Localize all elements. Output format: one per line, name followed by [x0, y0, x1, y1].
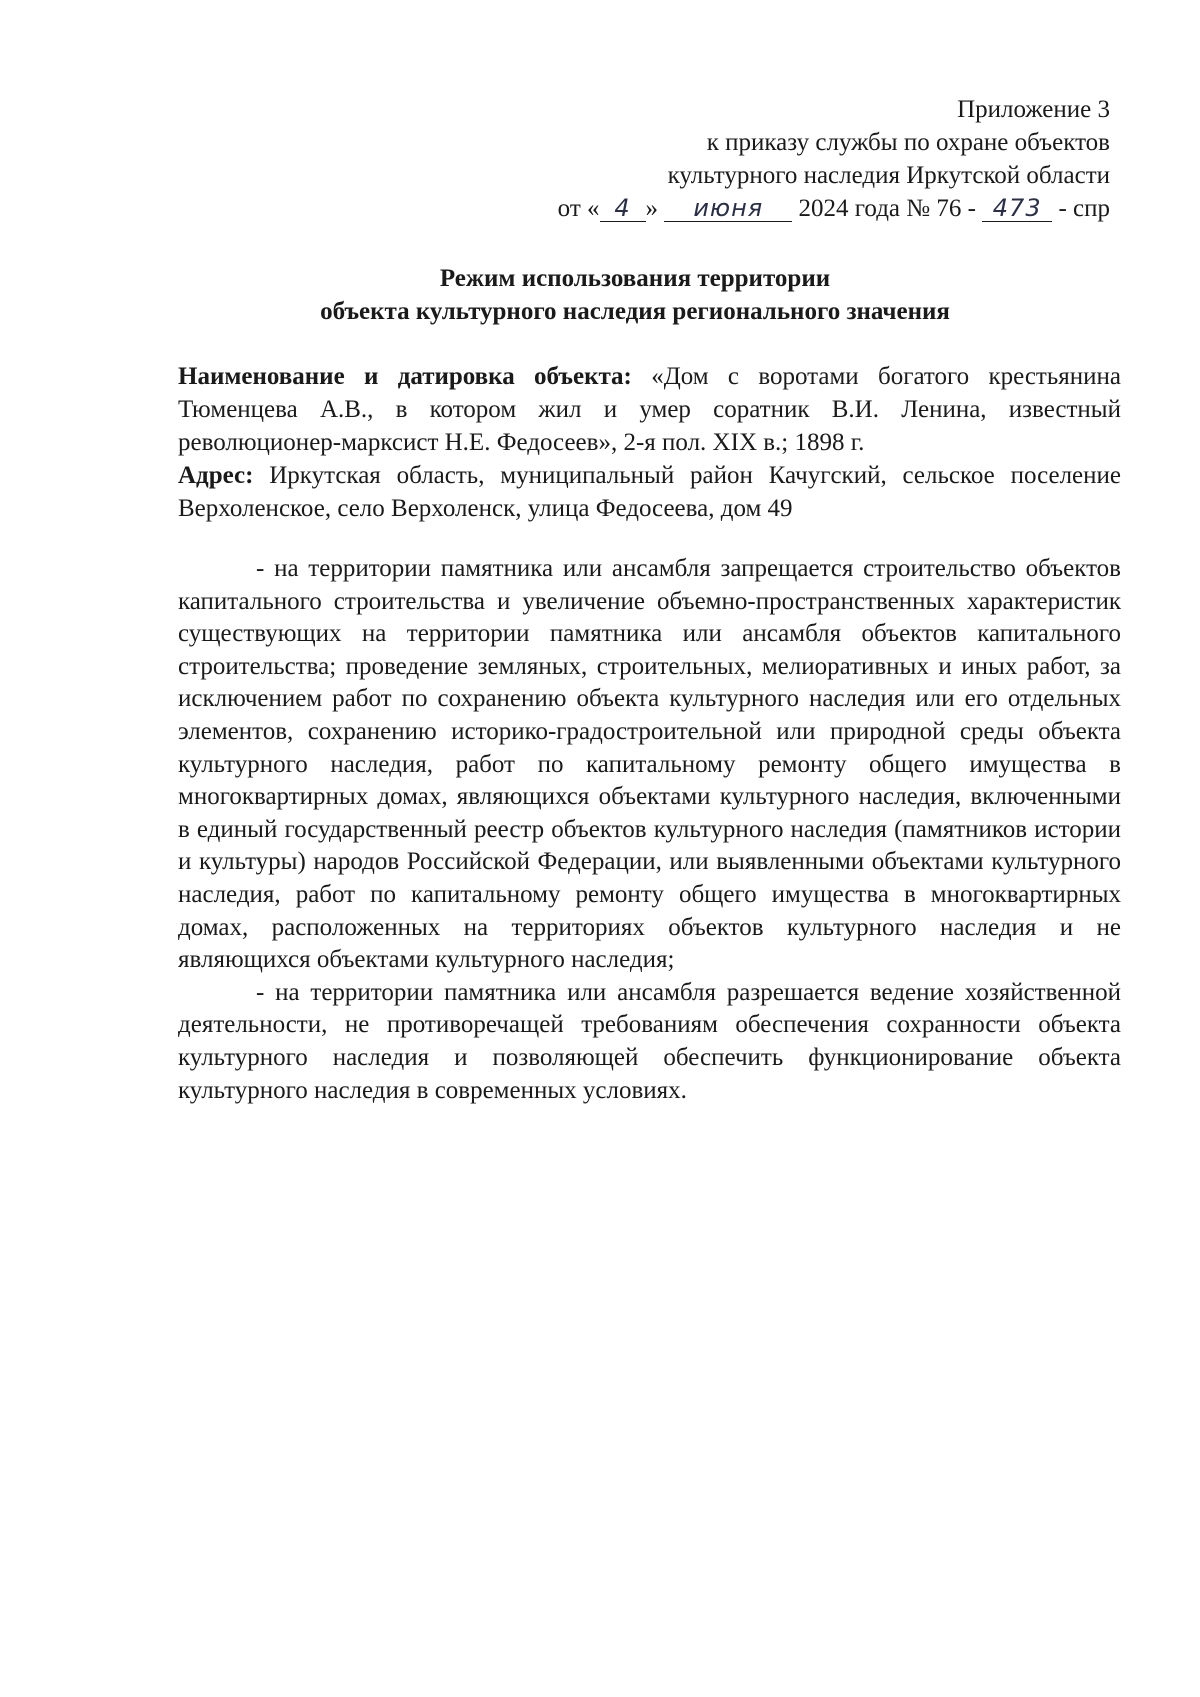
appendix-header [558, 93, 1110, 225]
appendix-title: Приложение 3 [957, 96, 1110, 123]
appendix-date-line [558, 192, 1110, 225]
object-address-label: Адрес: [178, 462, 254, 489]
title-line-2: объекта культурного наследия регионального значения [320, 298, 950, 325]
object-address-value: Иркутская область, муниципальный район Качугский, сельское поселение Верхоленское, село Верхоленск, улица Федосеева, дом 49 [178, 462, 1121, 522]
date-year-text: 2024 года № 76 - [798, 195, 976, 222]
object-name-paragraph [178, 360, 1121, 459]
order-suffix: - спр [1058, 195, 1110, 222]
regime-body [178, 553, 1121, 1107]
object-name-value: «Дом с воротами богатого крестьянина Тюменцева А.В., в котором жил и умер соратник В.И. Ленина, известный революционер-марксист Н.Е. Федосеев», 2-я пол. XIX в.; 1898 г. [178, 363, 1121, 456]
date-quote-close: » [645, 195, 659, 222]
appendix-authority: культурного наследия Иркутской области [667, 162, 1110, 189]
object-name-label: Наименование и датировка объекта: [178, 363, 632, 390]
title-line-1: Режим использования территории [439, 265, 831, 292]
object-address-paragraph [178, 459, 1121, 525]
handwritten-order-number: 473 [982, 195, 1052, 222]
document-title [160, 262, 1110, 328]
regime-prohibitions-paragraph: - на территории памятника или ансамбля запрещается строительство объектов капитального строительства и увеличение объемно-пространственных характеристик существующих на территории памятника или ансамбля объектов капитального строительства; проведение земляных, строительных, мелиоративных и иных работ, за исключением работ по сохранению объекта культурного наследия или его отдельных элементов, сохранению историко-градостроительной или природной среды объекта культурного наследия, работ по капитальному ремонту общего имущества в многоквартирных домах, являющихся объектами культурного наследия, включенными в единый государственный реестр объектов культурного наследия (памятников истории и культуры) народов Российской Федерации, или выявленными объектами культурного наследия, работ по капитальному ремонту общего имущества в многоквартирных домах, расположенных на территориях объектов культурного наследия и не являющихся объектами культурного наследия; [178, 555, 1121, 974]
handwritten-month: июня [664, 195, 792, 222]
appendix-order-ref: к приказу службы по охране объектов [706, 129, 1110, 156]
date-prefix: от « [557, 195, 600, 222]
regime-permissions-paragraph: - на территории памятника или ансамбля разрешается ведение хозяйственной деятельности, не противоречащей требованиям обеспечения сохранности объекта культурного наследия и позволяющей обеспечить функционирование объекта культурного наследия в современных условиях. [178, 978, 1121, 1104]
handwritten-day: 4 [600, 195, 646, 222]
object-info [178, 360, 1121, 525]
